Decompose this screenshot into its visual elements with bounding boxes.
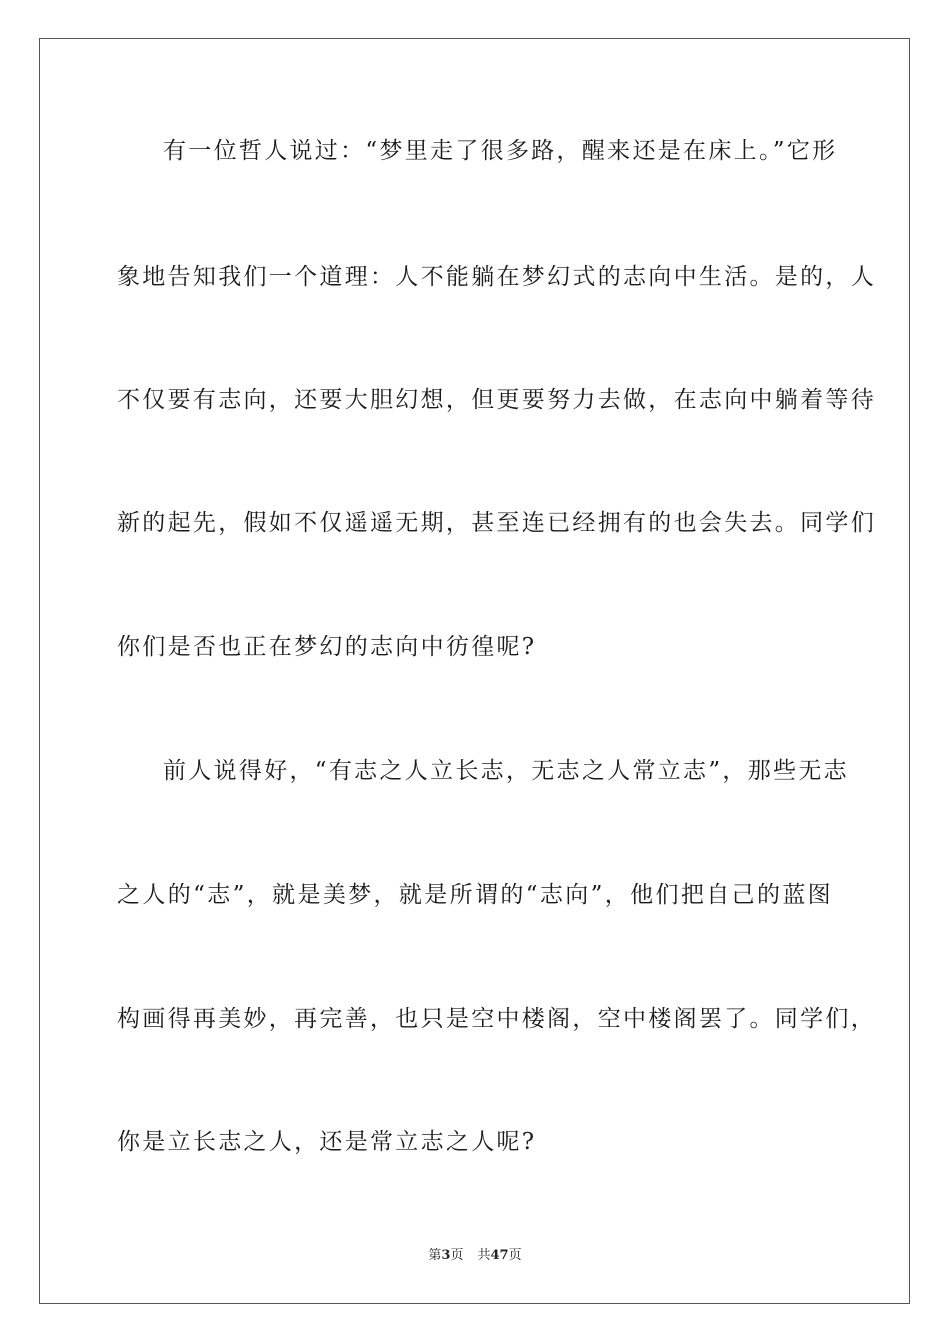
text-line: 新的起先，假如不仅遥遥无期，甚至连已经拥有的也会失去。同学们 bbox=[117, 510, 876, 536]
total-suffix: 页 bbox=[508, 1248, 522, 1263]
page-number: 3 bbox=[441, 1248, 451, 1263]
text-line: 你们是否也正在梦幻的志向中彷徨呢? bbox=[117, 634, 537, 660]
total-prefix: 共 bbox=[477, 1248, 491, 1263]
text-line: 有一位哲人说过：“梦里走了很多路，醒来还是在床上。”它形 bbox=[163, 138, 838, 164]
text-line: 之人的“志”，就是美梦，就是所谓的“志向”，他们把自己的蓝图 bbox=[117, 882, 833, 908]
page-suffix: 页 bbox=[450, 1248, 464, 1263]
total-pages: 47 bbox=[490, 1248, 509, 1263]
text-line: 构画得再美妙，再完善，也只是空中楼阁，空中楼阁罢了。同学们， bbox=[117, 1006, 876, 1032]
text-line: 象地告知我们一个道理：人不能躺在梦幻式的志向中生活。是的，人 bbox=[117, 264, 876, 290]
page-border bbox=[39, 38, 910, 1304]
page-prefix: 第 bbox=[428, 1248, 442, 1263]
text-line: 不仅要有志向，还要大胆幻想，但更要努力去做，在志向中躺着等待 bbox=[117, 387, 876, 413]
page-footer bbox=[0, 1248, 950, 1264]
text-line: 你是立长志之人，还是常立志之人呢? bbox=[117, 1129, 537, 1155]
text-line: 前人说得好，“有志之人立长志，无志之人常立志”，那些无志 bbox=[163, 758, 849, 784]
